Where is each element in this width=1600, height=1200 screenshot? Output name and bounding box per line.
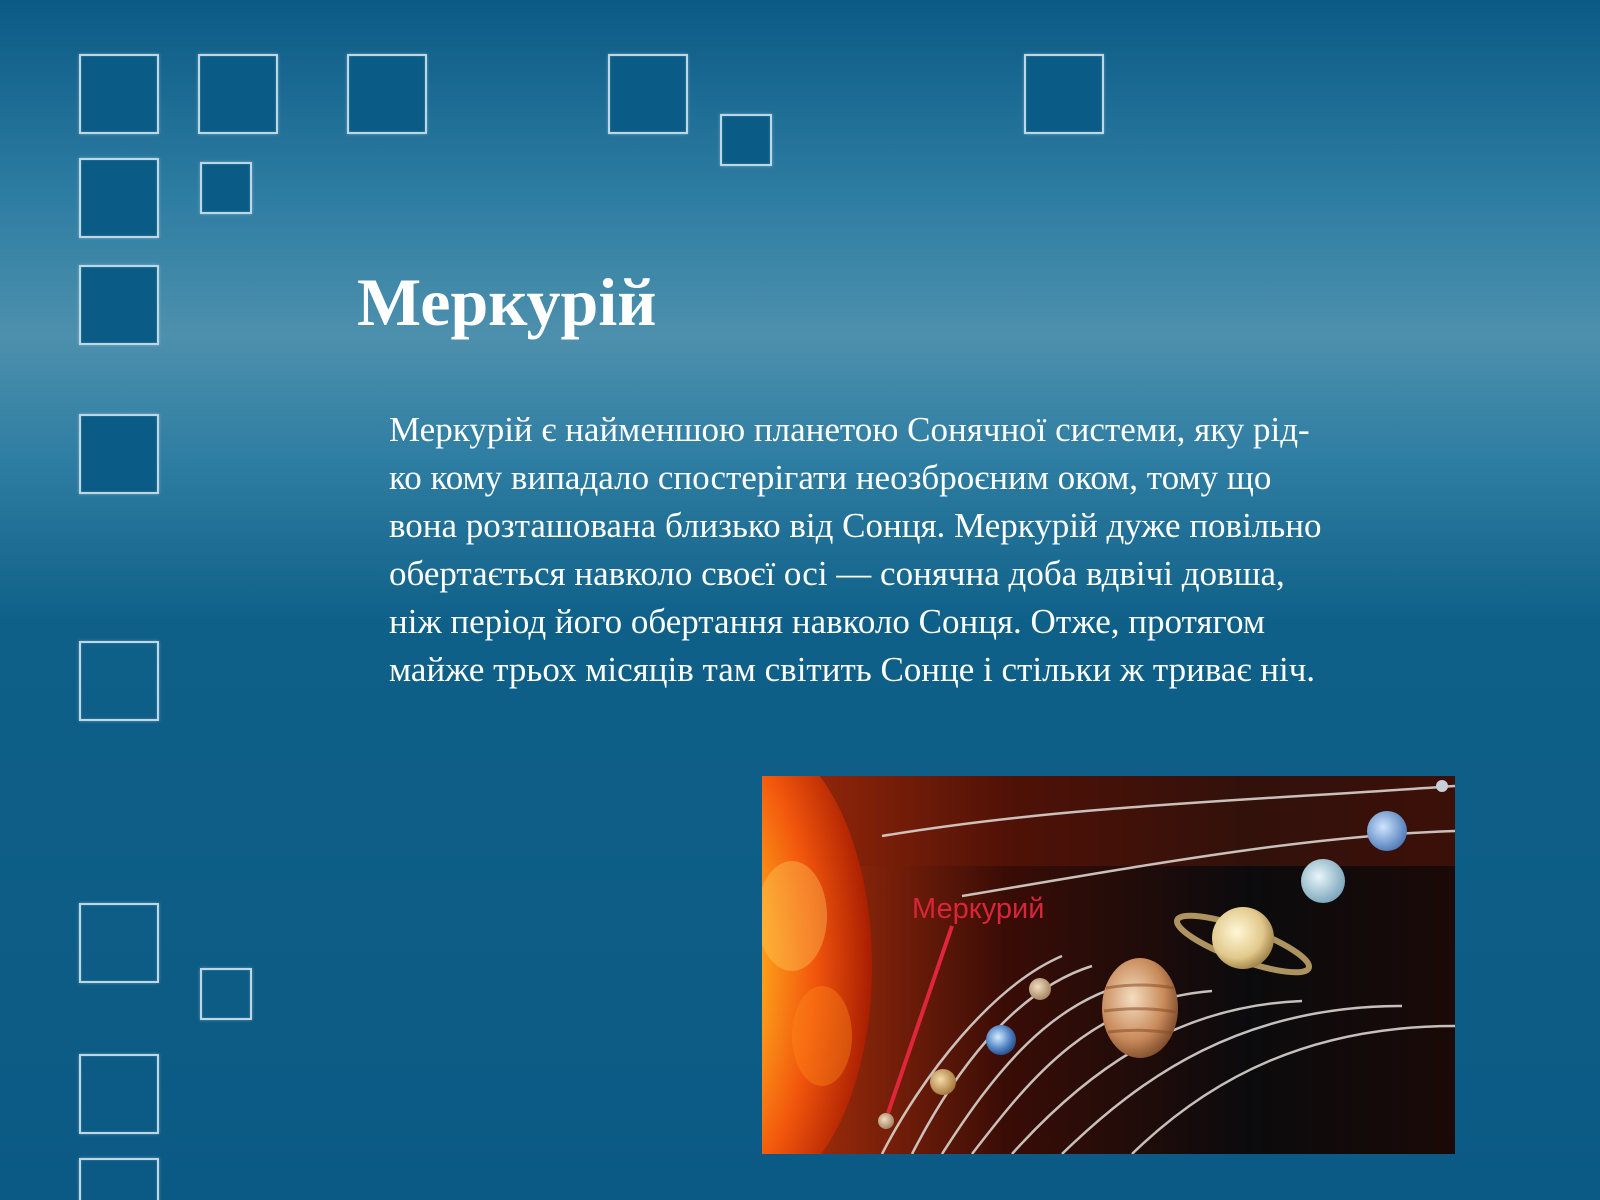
decor-square [200, 968, 252, 1020]
decor-square [198, 54, 278, 134]
decor-square [347, 54, 427, 134]
decor-square [79, 903, 159, 983]
mercury-label: Меркурий [912, 893, 1045, 925]
decor-square [79, 1054, 159, 1134]
decor-square [79, 54, 159, 134]
body-line: ніж період його обертання навколо Сонця. Отже, протягом [389, 602, 1265, 641]
slide-title: Меркурій [357, 264, 657, 340]
decor-square [200, 162, 252, 214]
decor-square [1024, 54, 1104, 134]
body-line: обертається навколо своєї осі — сонячна доба вдвічі довша, [389, 554, 1285, 593]
body-line: ко кому випадало спостерігати неозброєним оком, тому що [389, 458, 1272, 497]
body-line: вона розташована близько від Сонця. Меркурій дуже повільно [389, 506, 1322, 545]
decor-square [720, 114, 772, 166]
decor-square [79, 1158, 159, 1200]
body-line: майже трьох місяців там світить Сонце і стільки ж триває ніч. [389, 650, 1316, 689]
decor-square [79, 414, 159, 494]
decor-square [79, 641, 159, 721]
body-line: Меркурій є найменшою планетою Сонячної системи, яку рід- [389, 410, 1310, 449]
body-paragraph [389, 406, 1489, 694]
solar-system-image [762, 776, 1455, 1154]
decor-square [79, 265, 159, 345]
decor-square [79, 158, 159, 238]
decor-square [608, 54, 688, 134]
